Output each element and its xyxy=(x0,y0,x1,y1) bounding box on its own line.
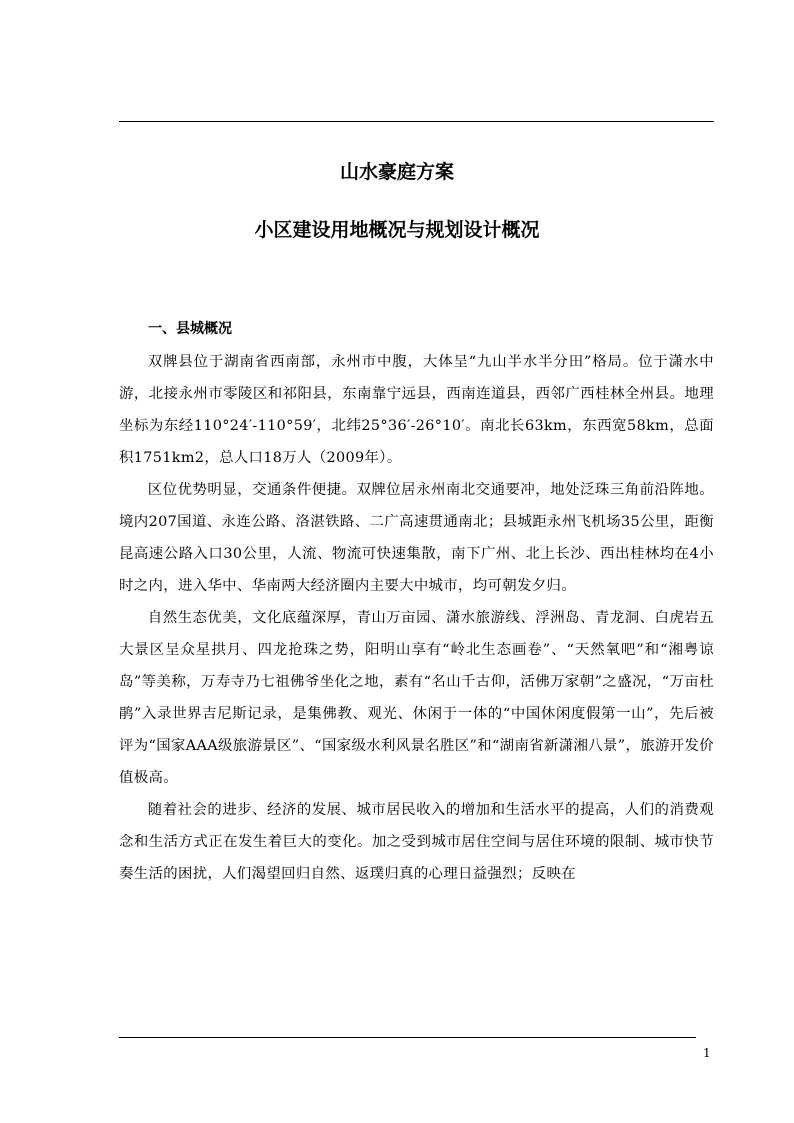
document-title: 山水豪庭方案 xyxy=(339,161,454,183)
paragraph-location: 双牌县位于湖南省西南部，永州市中腹，大体呈“九山半水半分田”格局。位于潇水中游，北接永州市零陵区和祁阳县，东南靠宁远县，西南连道县，西邻广西桂林全州县。地理坐标为东经110°24′-110°59′，北纬25°36′-26°10′。南北长63km，东西宽58km，总面积1751km2，总人口18万人（2009年）。 xyxy=(119,354,714,466)
page-number: 1 xyxy=(703,1046,711,1060)
document-subtitle: 小区建设用地概况与规划设计概况 xyxy=(254,219,540,241)
body-text xyxy=(119,346,714,890)
section-heading: 一、县城概况 xyxy=(148,321,232,337)
footer-rule xyxy=(119,1037,696,1038)
paragraph-transport: 区位优势明显，交通条件便捷。双牌位居永州南北交通要冲，地处泛珠三角前沿阵地。境内207国道、永连公路、洛湛铁路、二广高速贯通南北；县城距永州飞机场35公里，距衡昆高速公路入口30公里，人流、物流可快速集散，南下广州、北上长沙、西出桂林均在4小时之内，进入华中、华南两大经济圈内主要大中城市，均可朝发夕归。 xyxy=(119,482,714,594)
paragraph-ecology: 自然生态优美，文化底蕴深厚，青山万亩园、潇水旅游线、浮洲岛、青龙洞、白虎岩五大景区呈众星拱月、四龙抢珠之势，阳明山享有“岭北生态画卷”、“天然氧吧”和“湘粤谅岛”等美称，万寿寺乃七祖佛爷坐化之地，素有“名山千古仰，活佛万家朝”之盛况，“万亩杜鹃”入录世界吉尼斯记录，是集佛教、观光、休闲于一体的“中国休闲度假第一山”，先后被评为“国家AAA级旅游景区”、“国家级水利风景名胜区”和“湖南省新潇湘八景”，旅游开发价值极高。 xyxy=(119,610,714,786)
header-rule xyxy=(119,121,714,122)
paragraph-society: 随着社会的进步、经济的发展、城市居民收入的增加和生活水平的提高，人们的消费观念和生活方式正在发生着巨大的变化。加之受到城市居住空间与居住环境的限制、城市快节奏生活的困扰，人们渴望回归自然、返璞归真的心理日益强烈；反映在 xyxy=(119,802,714,882)
